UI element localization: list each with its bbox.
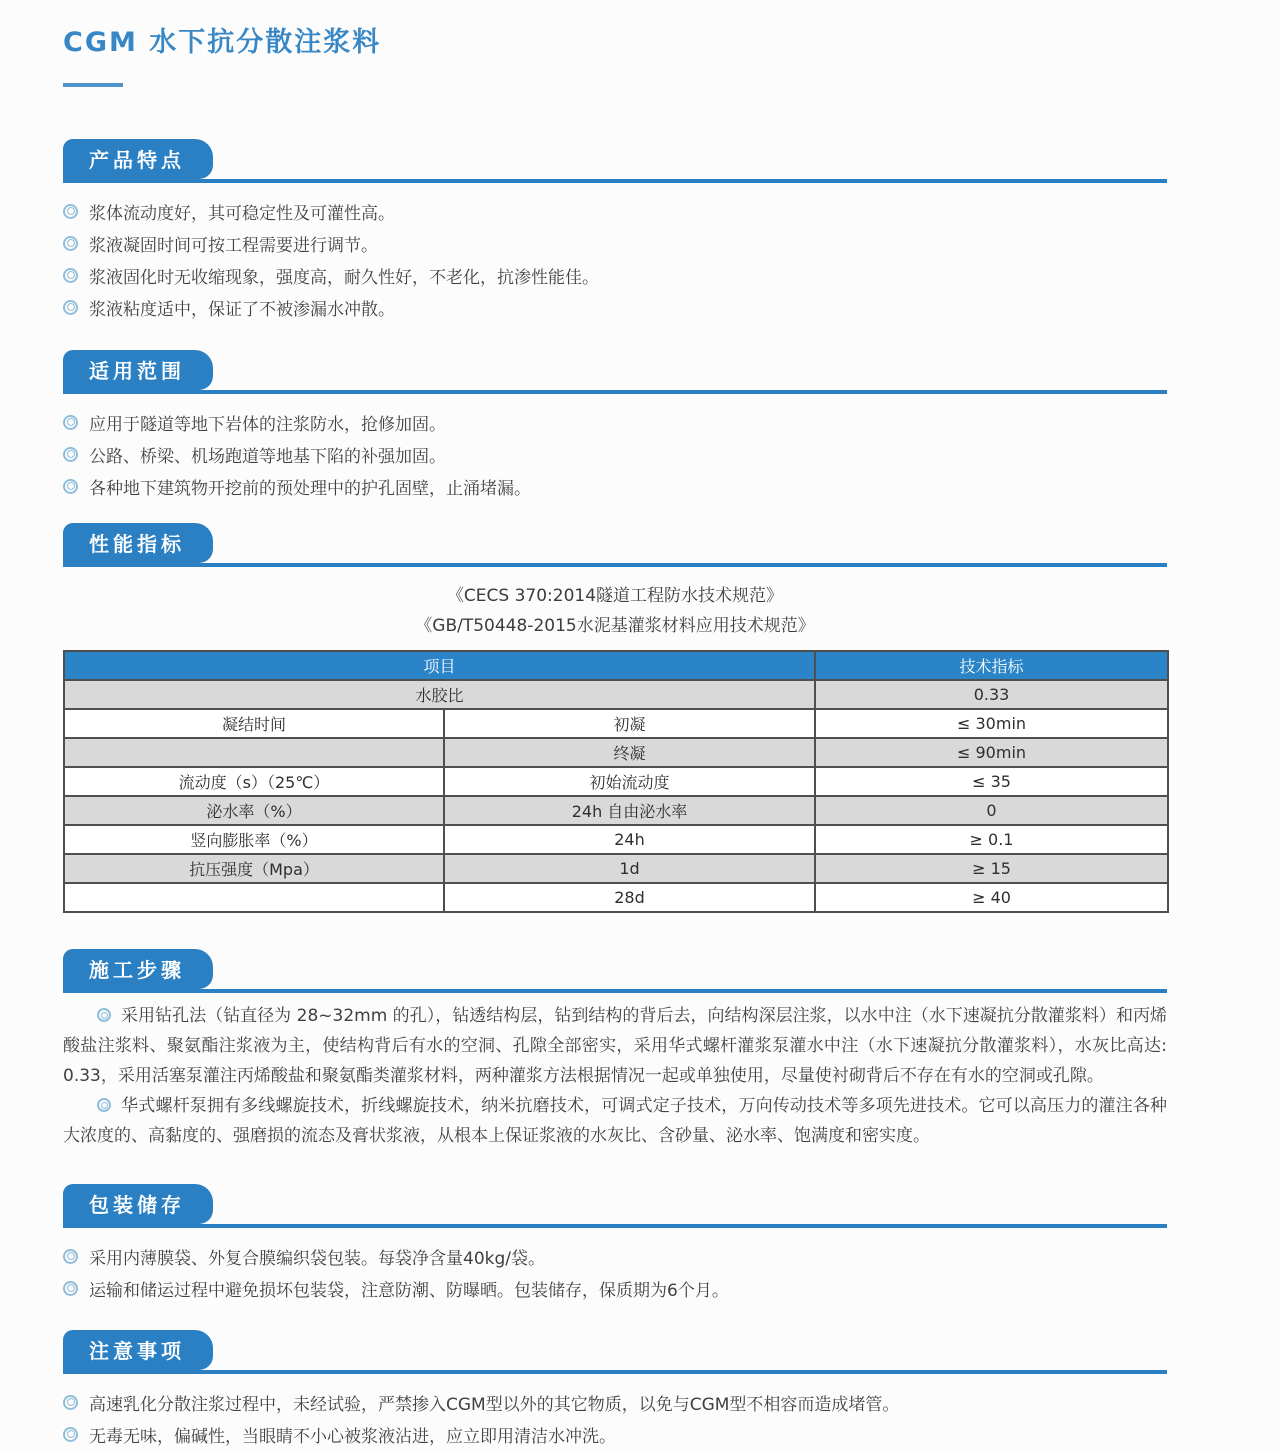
list-item-text: 采用内薄膜袋、外复合膜编织袋包装。每袋净含量40kg/袋。 xyxy=(89,1248,545,1269)
table-row xyxy=(64,854,1168,883)
bullet-ring-icon xyxy=(97,1008,111,1022)
section-scope xyxy=(63,350,1167,502)
section-packaging-header xyxy=(63,1184,1167,1228)
section-performance-badge: 性能指标 xyxy=(63,523,213,563)
section-notes xyxy=(63,1330,1167,1450)
table-cell: ≥ 0.1 xyxy=(815,825,1168,854)
list-item xyxy=(63,259,1167,291)
table-cell xyxy=(64,883,444,912)
table-cell: 24h xyxy=(444,825,815,854)
table-row xyxy=(64,680,1168,709)
notes-list xyxy=(63,1386,1167,1450)
table-cell: 28d xyxy=(444,883,815,912)
table-header-indicator: 技术指标 xyxy=(815,651,1168,680)
bullet-ring-icon xyxy=(63,447,78,462)
bullet-ring-icon xyxy=(63,236,78,251)
list-item xyxy=(63,227,1167,259)
table-cell: 泌水率（%） xyxy=(64,796,444,825)
table-header-row xyxy=(64,651,1168,680)
features-list xyxy=(63,195,1167,323)
table-header-item: 项目 xyxy=(64,651,815,680)
list-item xyxy=(63,470,1167,502)
section-performance xyxy=(63,523,1167,913)
table-cell: ≤ 90min xyxy=(815,738,1168,767)
list-item-text: 浆液凝固时间可按工程需要进行调节。 xyxy=(89,235,378,256)
bullet-ring-icon xyxy=(97,1098,111,1112)
section-notes-badge: 注意事项 xyxy=(63,1330,213,1370)
section-performance-header xyxy=(63,523,1167,567)
table-cell xyxy=(64,738,444,767)
list-item xyxy=(63,291,1167,323)
bullet-ring-icon xyxy=(63,415,78,430)
table-row xyxy=(64,883,1168,912)
bullet-ring-icon xyxy=(63,268,78,283)
section-features-header xyxy=(63,139,1167,183)
section-features-badge: 产品特点 xyxy=(63,139,213,179)
packaging-list xyxy=(63,1240,1167,1304)
table-cell: 初始流动度 xyxy=(444,767,815,796)
performance-table xyxy=(63,650,1169,913)
table-cell: 24h 自由泌水率 xyxy=(444,796,815,825)
paragraph-text: 华式螺杆泵拥有多线螺旋技术，折线螺旋技术，纳米抗磨技术，可调式定子技术，万向传动技术等多项先进技术。它可以高压力的灌注各种大浓度的、高黏度的、强磨损的流态及膏状浆液，从根本上保证浆液的水灰比、含砂量、泌水率、饱满度和密实度。 xyxy=(63,1096,1167,1146)
list-item-text: 公路、桥梁、机场跑道等地基下陷的补强加固。 xyxy=(89,446,446,467)
section-construction-header xyxy=(63,949,1167,993)
list-item-text: 应用于隧道等地下岩体的注浆防水，抢修加固。 xyxy=(89,414,446,435)
standard-reference: 《CECS 370:2014隧道工程防水技术规范》 xyxy=(446,586,784,606)
list-item xyxy=(63,1272,1167,1304)
bullet-ring-icon xyxy=(63,1281,78,1296)
list-item-text: 各种地下建筑物开挖前的预处理中的护孔固壁，止涌堵漏。 xyxy=(89,478,531,499)
table-cell: ≤ 30min xyxy=(815,709,1168,738)
table-row xyxy=(64,767,1168,796)
list-item-text: 无毒无味，偏碱性，当眼睛不小心被浆液沾进，应立即用清洁水冲洗。 xyxy=(89,1426,616,1447)
table-cell: 竖向膨胀率（%） xyxy=(64,825,444,854)
table-cell: 0.33 xyxy=(815,680,1168,709)
section-features xyxy=(63,139,1167,323)
section-scope-header xyxy=(63,350,1167,394)
construction-paragraph xyxy=(63,1091,1167,1151)
bullet-ring-icon xyxy=(63,1427,78,1442)
scope-list xyxy=(63,406,1167,502)
list-item-text: 浆液固化时无收缩现象，强度高，耐久性好，不老化，抗渗性能佳。 xyxy=(89,267,599,288)
bullet-ring-icon xyxy=(63,1249,78,1264)
list-item xyxy=(63,406,1167,438)
table-cell: 0 xyxy=(815,796,1168,825)
list-item xyxy=(63,1386,1167,1418)
table-cell: 1d xyxy=(444,854,815,883)
table-cell: ≤ 35 xyxy=(815,767,1168,796)
bullet-ring-icon xyxy=(63,204,78,219)
paragraph-text: 采用钻孔法（钻直径为 28~32mm 的孔），钻透结构层，钻到结构的背后去，向结构深层注浆，以水中注（水下速凝抗分散灌浆料）和丙烯酸盐注浆料、聚氨酯注浆液为主，使结构背后有水的空洞、孔隙全部密实，采用华式螺杆灌浆泵灌水中注（水下速凝抗分散灌浆料），水灰比高达: 0.33，采用活塞泵灌注丙烯酸盐和聚氨酯类灌浆材料，两种灌浆方法根据情况一起或单独使用，尽量使衬砌背后不存在有水的空洞或孔隙。 xyxy=(63,1006,1167,1086)
table-cell: 终凝 xyxy=(444,738,815,767)
bullet-ring-icon xyxy=(63,479,78,494)
table-row xyxy=(64,796,1168,825)
list-item xyxy=(63,1418,1167,1450)
construction-paragraph xyxy=(63,1001,1167,1091)
bullet-ring-icon xyxy=(63,300,78,315)
title-underline xyxy=(63,83,123,87)
table-cell: ≥ 40 xyxy=(815,883,1168,912)
list-item-text: 浆液粘度适中，保证了不被渗漏水冲散。 xyxy=(89,299,395,320)
list-item xyxy=(63,195,1167,227)
table-row xyxy=(64,709,1168,738)
table-row xyxy=(64,738,1168,767)
table-cell: 初凝 xyxy=(444,709,815,738)
table-cell: 凝结时间 xyxy=(64,709,444,738)
list-item-text: 浆体流动度好，其可稳定性及可灌性高。 xyxy=(89,203,395,224)
table-cell: 水胶比 xyxy=(64,680,815,709)
table-cell: 抗压强度（Mpa） xyxy=(64,854,444,883)
section-packaging-badge: 包装储存 xyxy=(63,1184,213,1224)
list-item-text: 运输和储运过程中避免损坏包装袋，注意防潮、防曝晒。包装储存，保质期为6个月。 xyxy=(89,1280,729,1301)
construction-paragraphs xyxy=(63,1001,1167,1151)
section-construction xyxy=(63,949,1167,1151)
table-row xyxy=(64,825,1168,854)
section-scope-badge: 适用范围 xyxy=(63,350,213,390)
standard-reference: 《GB/T50448-2015水泥基灌浆材料应用技术规范》 xyxy=(415,616,815,636)
list-item xyxy=(63,438,1167,470)
standards-references xyxy=(63,581,1167,641)
table-cell: 流动度（s）（25℃） xyxy=(64,767,444,796)
page-title: CGM 水下抗分散注浆料 xyxy=(63,27,382,58)
list-item xyxy=(63,1240,1167,1272)
section-notes-header xyxy=(63,1330,1167,1374)
list-item-text: 高速乳化分散注浆过程中，未经试验，严禁掺入CGM型以外的其它物质，以免与CGM型不相容而造成堵管。 xyxy=(89,1394,900,1415)
section-construction-badge: 施工步骤 xyxy=(63,949,213,989)
bullet-ring-icon xyxy=(63,1395,78,1410)
table-cell: ≥ 15 xyxy=(815,854,1168,883)
section-packaging xyxy=(63,1184,1167,1304)
